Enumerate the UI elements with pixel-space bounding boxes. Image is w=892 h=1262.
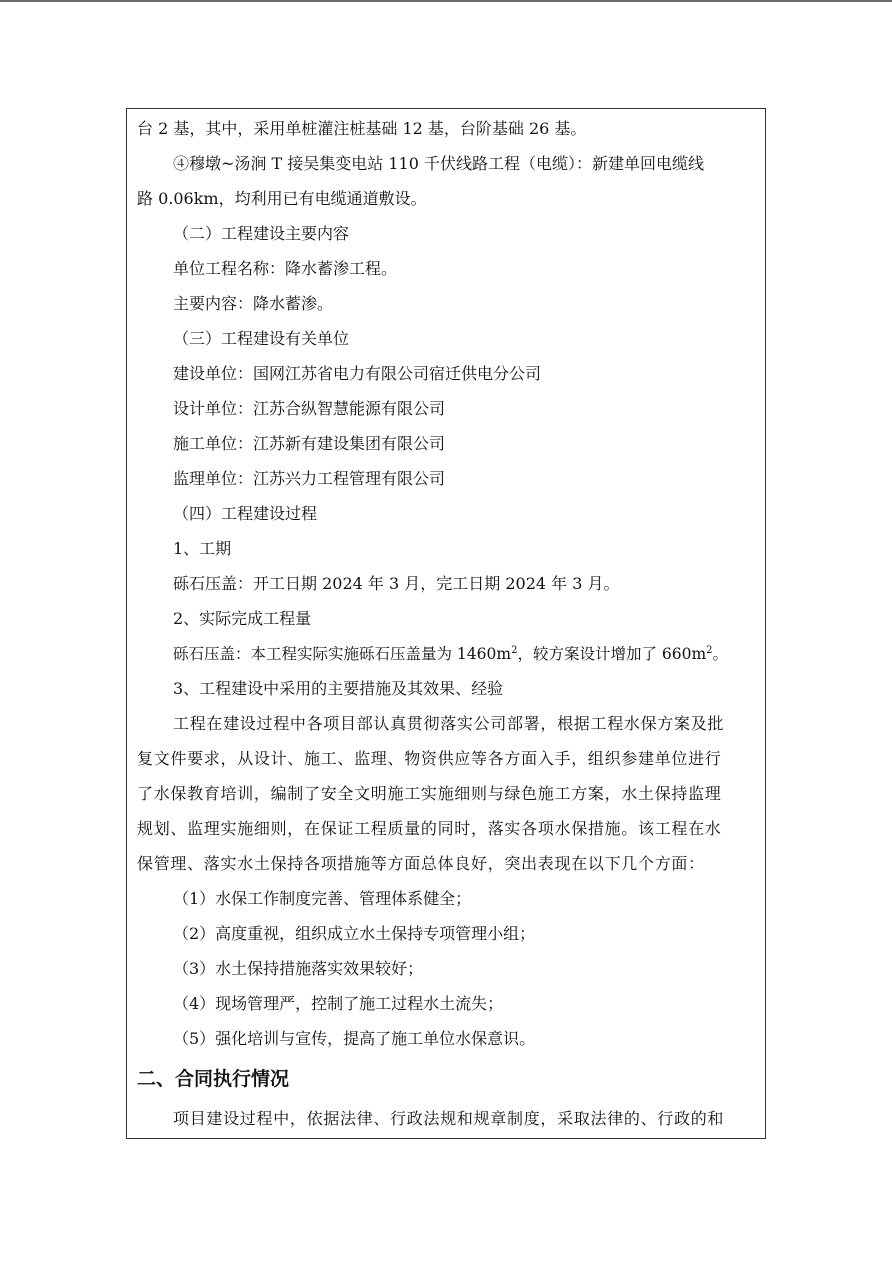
- top-rule: [0, 0, 892, 2]
- list-item: （3）水土保持措施落实效果较好；: [173, 959, 424, 978]
- document-table-cell: [126, 108, 766, 1139]
- text-line: 建设单位：国网江苏省电力有限公司宿迁供电分公司: [173, 364, 542, 383]
- text-line: ④穆墩~汤涧 T 接吴集变电站 110 千伏线路工程（电缆）：新建单回电缆线: [173, 154, 704, 173]
- text-run: ，较方案设计增加了 660m: [517, 645, 707, 663]
- text-line: 路 0.06km，均利用已有电缆通道敷设。: [137, 189, 427, 208]
- text-line: 台 2 基，其中，采用单桩灌注桩基础 12 基，台阶基础 26 基。: [137, 119, 587, 138]
- section-heading: （三）工程建设有关单位: [173, 329, 350, 348]
- chapter-heading: 二、合同执行情况: [137, 1068, 290, 1090]
- text-line: 设计单位：江苏合纵智慧能源有限公司: [173, 399, 446, 418]
- text-line: 了水保教育培训，编制了安全文明施工实施细则与绿色施工方案，水土保持监理: [137, 784, 722, 803]
- text-line: 3、工程建设中采用的主要措施及其效果、经验: [173, 679, 504, 698]
- text-line: 砾石压盖：开工日期 2024 年 3 月，完工日期 2024 年 3 月。: [173, 574, 620, 593]
- list-item: （1）水保工作制度完善、管理体系健全；: [173, 889, 472, 908]
- superscript: 2: [511, 644, 518, 656]
- text-line: 施工单位：江苏新有建设集团有限公司: [173, 434, 446, 453]
- text-run: 。: [712, 645, 729, 663]
- section-heading: （二）工程建设主要内容: [173, 224, 350, 243]
- list-item: （5）强化培训与宣传，提高了施工单位水保意识。: [173, 1029, 536, 1048]
- text-line: 项目建设过程中，依据法律、行政法规和规章制度，采取法律的、行政的和: [173, 1109, 725, 1128]
- text-line: 规划、监理实施细则，在保证工程质量的同时，落实各项水保措施。该工程在水: [137, 819, 722, 838]
- list-item: （4）现场管理严，控制了施工过程水土流失；: [173, 994, 504, 1013]
- text-line: 2、实际完成工程量: [173, 609, 312, 628]
- text-line: 复文件要求，从设计、施工、监理、物资供应等各方面入手，组织参建单位进行: [137, 749, 722, 768]
- text-line: 监理单位：江苏兴力工程管理有限公司: [173, 469, 446, 488]
- superscript: 2: [706, 644, 713, 656]
- text-line: 1、工期: [173, 539, 232, 558]
- text-line: 工程在建设过程中各项目部认真贯彻落实公司部署，根据工程水保方案及批: [173, 714, 725, 733]
- text-line: 单位工程名称：降水蓄渗工程。: [173, 259, 398, 278]
- text-line: 主要内容：降水蓄渗。: [173, 294, 334, 313]
- text-line: 保管理、落实水土保持各项措施等方面总体良好，突出表现在以下几个方面：: [137, 854, 705, 873]
- section-heading: （四）工程建设过程: [173, 504, 318, 523]
- list-item: （2）高度重视，组织成立水土保持专项管理小组；: [173, 924, 536, 943]
- text-line: [173, 644, 728, 664]
- text-run: 砾石压盖：本工程实际实施砾石压盖量为 1460m: [173, 645, 512, 663]
